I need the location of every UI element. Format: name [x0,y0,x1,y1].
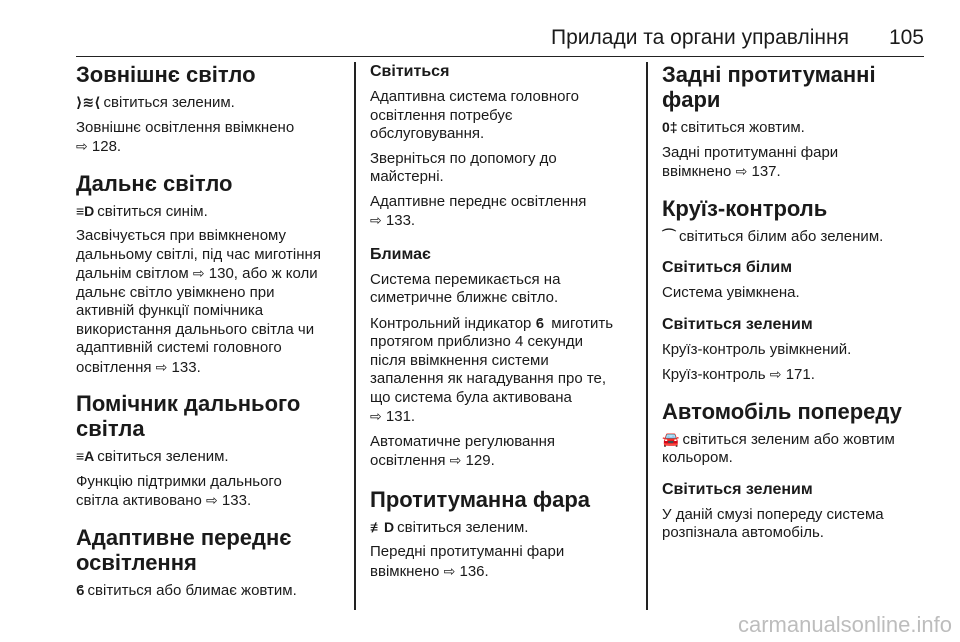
text: світиться жовтим. [680,119,805,136]
subsection-title: Світиться [370,63,450,80]
paragraph [76,93,344,113]
paragraph [76,581,344,601]
section-exterior-light [76,62,344,157]
paragraph [370,518,638,538]
page-ref[interactable]: 131. [385,408,416,425]
text: Функцію підтримки дальнього [76,472,282,490]
text: Адаптивне переднє освітлення [370,192,587,210]
paragraph [662,118,930,138]
section-high-beam [76,171,344,378]
text: ввімкнено [370,562,440,580]
paragraph [662,341,930,360]
paragraph [370,88,638,144]
subsection-title: Світиться зеленим [662,315,813,333]
text: світла [76,416,145,441]
ref-arrow-icon: ⇨ [206,492,218,508]
text: Автоматичне регулювання [370,432,556,450]
section-title: Дальнє світло [76,170,233,196]
cruise-control-icon: ⌒ [662,227,676,244]
subsection-title: Блимає [370,245,431,263]
paragraph [370,271,638,308]
text: миготить [551,314,614,332]
ref-arrow-icon: ⇨ [370,212,382,228]
text: світла активовано [76,492,202,509]
text: Задні протитуманні фари [662,143,839,161]
text: світиться синім. [97,202,208,220]
vehicle-ahead-icon: 🚘 [662,430,680,447]
section-title: Автомобіль попереду [662,398,902,424]
text: Засвічується при ввімкненому [76,227,287,244]
text: освітлення потребує [370,106,513,124]
paragraph [370,150,638,187]
text: активній функції помічника [76,302,264,319]
text: Адаптивне переднє [76,524,292,550]
text: запалення як нагадування про те, [370,370,607,387]
paragraph [662,506,930,543]
text: У даній смузі попереду система [662,505,884,523]
page-ref[interactable]: 171. [785,366,815,383]
paragraph [76,447,344,467]
page-header [76,26,924,57]
page-ref[interactable]: 128. [91,138,122,155]
text: Помічник дальнього [76,391,301,416]
text: обслуговування. [370,125,485,142]
section-cruise-control [662,196,930,385]
paragraph [76,202,344,222]
text: Зовнішнє освітлення ввімкнено [76,118,295,136]
paragraph [370,193,638,231]
text: світиться зеленим. [397,518,529,536]
paragraph [662,144,930,182]
subsection-title: Світиться зеленим [662,480,813,498]
column-3 [662,62,930,612]
text: кольором. [662,449,733,466]
adaptive-light-icon: ϐ [535,314,545,331]
text: симетричне ближнє світло. [370,289,559,306]
page-ref[interactable]: 136. [459,562,489,580]
text: Система перемикається на [370,270,561,288]
paragraph [370,543,638,581]
ref-arrow-icon: ⇨ [449,452,462,468]
ref-arrow-icon: ⇨ [192,265,205,281]
paragraph [662,227,930,247]
paragraph [76,227,344,377]
text: Круїз-контроль увімкнений. [662,340,852,358]
ref-arrow-icon: ⇨ [735,163,748,179]
section-rear-fog-light [662,62,930,182]
paragraph [76,119,344,157]
text: протягом приблизно 4 секунди [370,333,583,350]
text: світиться білим або зеленим. [679,227,884,245]
paragraph [662,284,930,303]
ref-arrow-icon: ⇨ [443,562,456,579]
section-title: Задні протитуманні фари [662,62,876,112]
text: що система була активована [370,388,572,406]
ref-arrow-icon: ⇨ [76,138,88,154]
page-header-title: Прилади та органи управління [551,26,849,49]
text: Адаптивна система головного [370,88,579,105]
column-divider-2 [646,62,648,610]
text: світиться зеленим або жовтим [682,430,895,448]
text: після ввімкнення системи [370,351,549,369]
paragraph [76,473,344,511]
paragraph [370,433,638,471]
paragraph [662,365,930,385]
text: Система увімкнена. [662,284,800,301]
text: дальнім світлом [76,265,189,282]
text: освітлення [76,358,152,376]
text: ввімкнено [662,163,732,180]
section-title: Круїз-контроль [662,195,828,221]
text: адаптивній системі головного [76,339,282,356]
text: освітлення [370,452,446,469]
page-ref[interactable]: 133. [385,212,416,229]
text: Передні протитуманні фари [370,543,565,560]
page-number: 105 [888,26,924,49]
section-title [76,525,344,575]
ref-arrow-icon: ⇨ [155,358,168,375]
text: Круїз-контроль [662,366,766,383]
column-1 [76,62,344,612]
adaptive-light-icon: ϐ [76,581,85,598]
subsection-title: Світиться білим [662,259,793,276]
page-ref[interactable]: 129. [465,452,495,469]
text: розпізнала автомобіль. [662,524,824,541]
high-beam-assist-icon: ≡A [76,448,95,464]
watermark: carmanualsonline.info [737,612,952,637]
section-fog-light [370,487,638,582]
text: освітлення [76,549,197,575]
ref-arrow-icon: ⇨ [769,366,782,382]
text: використання дальнього світла чи [76,320,315,338]
text: світиться зеленим. [97,448,229,465]
text: дальнє світло увімкнено при [76,283,275,301]
text: Зверніться по допомогу до [370,149,557,167]
column-divider-1 [354,62,356,610]
page-ref[interactable]: 133. [221,492,252,509]
text: дальньому світлі, під час миготіння [76,245,321,263]
section-vehicle-ahead [662,399,930,543]
ref-arrow-icon: ⇨ [370,408,382,424]
page-ref[interactable]: 133. [171,358,201,376]
section-title: Протитуманна фара [370,486,591,512]
column-2 [370,62,638,612]
text: світиться зеленим. [103,94,235,111]
page-ref[interactable]: 130, або ж коли [208,265,318,282]
section-adaptive-lighting [76,525,344,601]
text: Контрольний індикатор [370,314,532,332]
section-high-beam-assist [76,391,344,511]
text: світиться або блимає жовтим. [87,581,297,599]
front-fog-light-icon: ≢D [370,518,395,535]
exterior-light-icon: ⟩≋⟨ [76,94,101,110]
text: майстерні. [370,168,444,185]
section-title [76,391,344,441]
rear-fog-light-icon: 0‡ [662,119,678,135]
section-title: Зовнішнє світло [76,62,256,87]
high-beam-icon: ≡D [76,202,95,219]
paragraph [662,430,930,468]
paragraph [370,314,638,427]
page-ref[interactable]: 137. [751,163,781,180]
